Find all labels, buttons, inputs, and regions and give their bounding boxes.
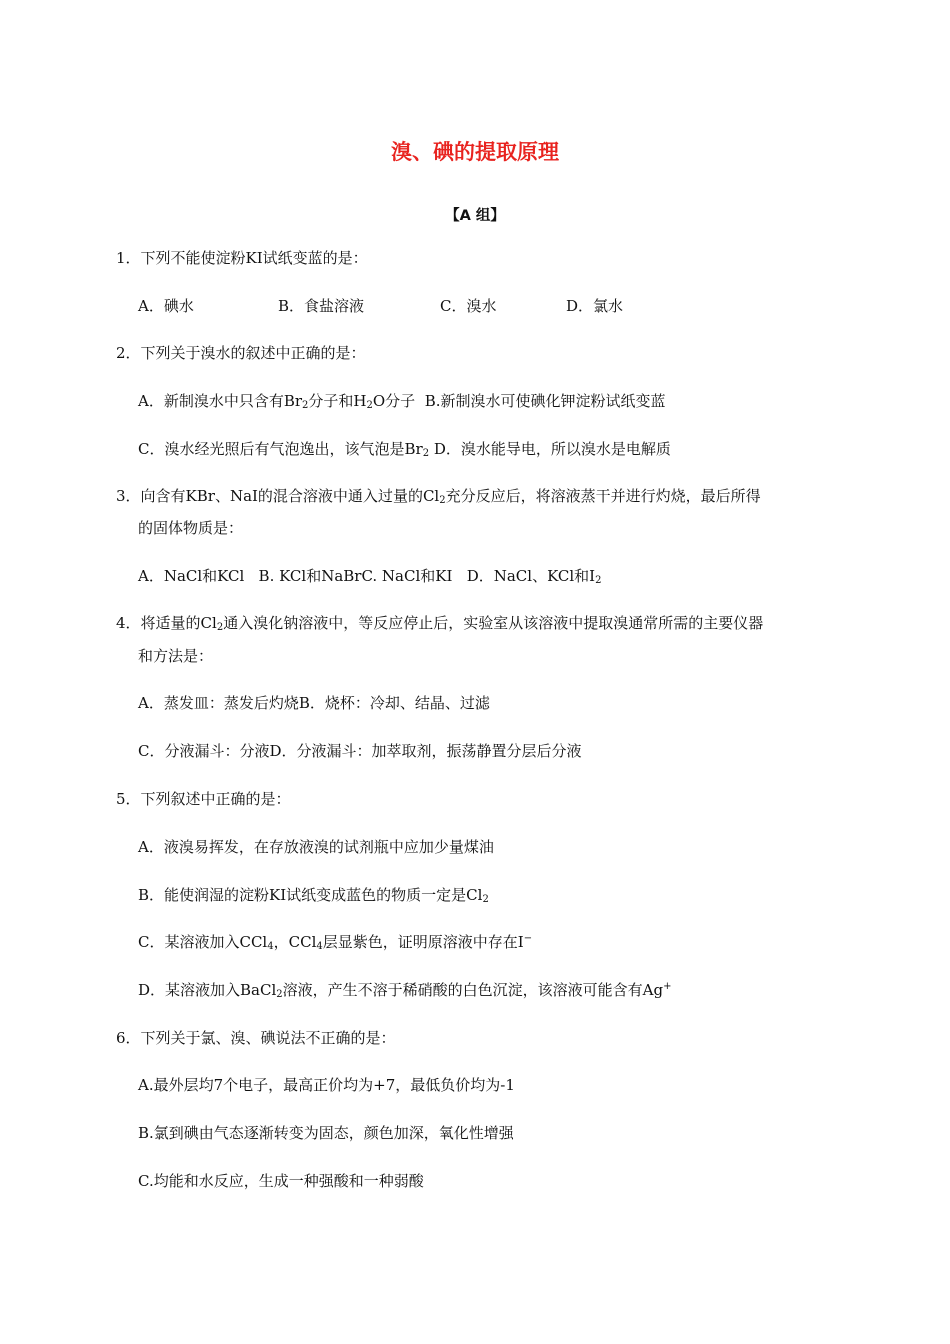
question-4-stem: 4．将适量的$Cl_2$通入溴化钠溶液中，等反应停止后，实验室从该溶液中提取溴通常所需的主要仪器 bbox=[116, 614, 764, 633]
question-3-stem-continued: 的固体物质是： bbox=[138, 519, 244, 537]
q3-options: A．NaCl和KCl B. KCl和NaBrC. NaCl和KI D．NaCl、KCl和$I_2$ bbox=[138, 567, 602, 586]
q2-options-ab: A．新制溴水中只含有$Br_2$分子和$H_2O$分子 B.新制溴水可使碘化钾淀粉试纸变蓝 bbox=[138, 392, 666, 411]
group-heading: 【A 组】 bbox=[445, 208, 505, 224]
question-1-stem: 1．下列不能使淀粉KI试纸变蓝的是： bbox=[116, 249, 368, 267]
q5-option-b: B．能使润湿的淀粉KI试纸变成蓝色的物质一定是$Cl_2$ bbox=[138, 886, 489, 905]
q6-option-a: A.最外层均7个电子，最高正价均为+7，最低负价均为-1 bbox=[138, 1076, 515, 1094]
q5-option-d: D．某溶液加入BaCl$_2$溶液，产生不溶于稀硝酸的白色沉淀，该溶液可能含有Ag+ bbox=[138, 981, 672, 1000]
q5-option-a: A．液溴易挥发，在存放液溴的试剂瓶中应加少量煤油 bbox=[138, 838, 494, 856]
question-5-stem: 5．下列叙述中正确的是： bbox=[116, 790, 291, 808]
q1-option-b: B．食盐溶液 bbox=[278, 297, 365, 315]
question-3-stem: 3．向含有KBr、NaI的混合溶液中通入过量的$Cl_2$充分反应后，将溶液蒸干并进行灼烧，最后所得 bbox=[116, 487, 761, 506]
q2-options-cd: C．溴水经光照后有气泡逸出，该气泡是$Br_2$ D．溴水能导电，所以溴水是电解质 bbox=[138, 440, 671, 459]
q4-options-cd: C．分液漏斗：分液D．分液漏斗：加萃取剂，振荡静置分层后分液 bbox=[138, 742, 582, 760]
q5-option-c: C．某溶液加入CCl$_4$，CCl$_4$层显紫色，证明原溶液中存在I− bbox=[138, 933, 533, 952]
q4-options-ab: A．蒸发皿：蒸发后灼烧B．烧杯：冷却、结晶、过滤 bbox=[138, 694, 490, 712]
document-title: 溴、碘的提取原理 bbox=[391, 140, 559, 164]
q1-option-c: C．溴水 bbox=[440, 297, 497, 315]
question-1-options bbox=[138, 295, 623, 317]
question-6-stem: 6．下列关于氯、溴、碘说法不正确的是： bbox=[116, 1029, 396, 1047]
q6-option-c: C.均能和水反应，生成一种强酸和一种弱酸 bbox=[138, 1172, 424, 1190]
question-2-stem: 2．下列关于溴水的叙述中正确的是： bbox=[116, 344, 366, 362]
q1-option-a: A．碘水 bbox=[138, 297, 194, 315]
q6-option-b: B.氯到碘由气态逐渐转变为固态，颜色加深，氧化性增强 bbox=[138, 1124, 514, 1142]
q1-option-d: D．氯水 bbox=[566, 297, 624, 315]
question-4-stem-continued: 和方法是： bbox=[138, 647, 214, 665]
